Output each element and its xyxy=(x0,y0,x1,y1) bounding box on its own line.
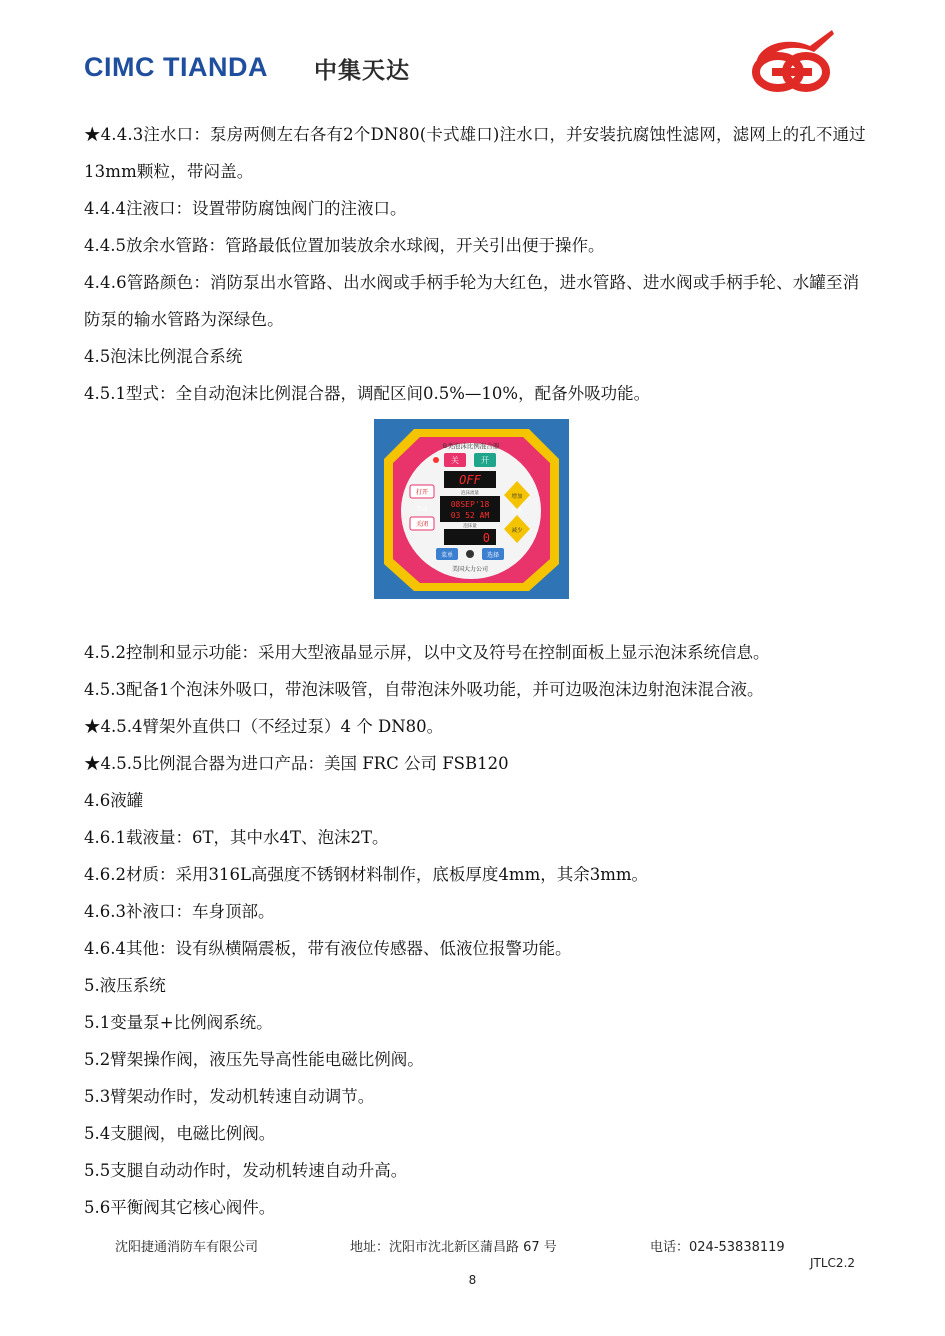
panel-time-display: 03 52 AM xyxy=(450,511,490,520)
document-body xyxy=(84,116,874,1226)
heading-5: 5.液压系统 xyxy=(84,976,166,995)
footer-company: 沈阳捷通消防车有限公司 xyxy=(115,1240,259,1255)
page-number: 8 xyxy=(468,1273,477,1287)
page-footer xyxy=(0,1226,945,1336)
panel-title: B类泡沫比例混合器 xyxy=(442,442,500,450)
paragraph-4-6-3: 4.6.3补液口：车身顶部。 xyxy=(84,902,275,921)
panel-off-button: 关闭 xyxy=(415,521,429,528)
paragraph-4-6-4: 4.6.4其他：设有纵横隔震板，带有液位传感器、低液位报警功能。 xyxy=(84,939,572,958)
paragraph-4-4-4: 4.4.4注液口：设置带防腐蚀阀门的注液口。 xyxy=(84,199,407,218)
heading-4-6: 4.6液罐 xyxy=(84,791,144,810)
panel-date-display: 08SEP'18 xyxy=(450,500,490,509)
paragraph-4-4-5: 4.4.5放余水管路：管路最低位置加装放余水球阀，开关引出便于操作。 xyxy=(84,236,605,255)
brand-name-english: CIMC TIANDA xyxy=(84,52,268,82)
control-panel-illustration xyxy=(374,419,569,599)
brand-name-chinese: 中集天达 xyxy=(314,58,410,84)
company-logo-icon xyxy=(748,26,838,96)
panel-ratio-button: 比例 xyxy=(511,509,523,515)
panel-value-display: 0 xyxy=(482,531,490,545)
paragraph-5-1: 5.1变量泵+比例阀系统。 xyxy=(84,1013,273,1032)
panel-maker-label: 美国大力公司 xyxy=(451,566,489,573)
paragraph-4-5-1: 4.5.1型式：全自动泡沫比例混合器，调配区间0.5%—10%，配备外吸功能。 xyxy=(84,384,651,403)
foam-proportioner-panel-photo xyxy=(374,419,569,599)
paragraph-5-3: 5.3臂架动作时，发动机转速自动调节。 xyxy=(84,1087,375,1106)
panel-manual-label: 手动 xyxy=(416,507,428,513)
paragraph-4-5-4: ★4.5.4臂架外直供口（不经过泵）4 个 DN80。 xyxy=(84,717,444,736)
panel-increase-button: 增加 xyxy=(511,494,523,500)
panel-status-label: 泡沫流量 xyxy=(461,491,479,496)
page-header xyxy=(0,0,945,110)
paragraph-5-2: 5.2臂架操作阀，液压先导高性能电磁比例阀。 xyxy=(84,1050,424,1069)
paragraph-4-5-3: 4.5.3配备1个泡沫外吸口，带泡沫吸管，自带泡沫外吸功能，并可边吸泡沫边射泡沫混合液。 xyxy=(84,680,764,699)
panel-close-button: 关 xyxy=(451,456,459,465)
panel-menu-button: 菜单 xyxy=(440,552,454,559)
paragraph-5-6: 5.6平衡阀其它核心阀件。 xyxy=(84,1198,276,1217)
panel-ratio-label: 泡沫量 xyxy=(463,524,477,529)
panel-open-button: 开 xyxy=(481,456,489,465)
paragraph-4-4-6: 4.4.6管路颜色：消防泵出水管路、出水阀或手柄手轮为大红色，进水管路、进水阀或手柄手轮、水罐至消防泵的输水管路为深绿色。 xyxy=(84,273,860,329)
paragraph-5-4: 5.4支腿阀，电磁比例阀。 xyxy=(84,1124,276,1143)
panel-main-display: OFF xyxy=(459,473,481,487)
footer-address: 地址：沈阳市沈北新区蒲昌路 67 号 xyxy=(350,1240,557,1255)
panel-decrease-button: 减少 xyxy=(511,528,523,534)
paragraph-4-4-3: ★4.4.3注水口：泵房两侧左右各有2个DN80(卡式雄口)注水口，并安装抗腐蚀性滤网，滤网上的孔不通过13mm颗粒，带闷盖。 xyxy=(84,125,866,181)
footer-phone: 电话：024-53838119 xyxy=(650,1240,785,1255)
paragraph-5-5: 5.5支腿自动动作时，发动机转速自动升高。 xyxy=(84,1161,408,1180)
footer-doc-code: JTLC2.2 xyxy=(810,1256,856,1270)
panel-on-button: 打开 xyxy=(415,489,429,496)
paragraph-4-5-5: ★4.5.5比例混合器为进口产品：美国 FRC 公司 FSB120 xyxy=(84,754,509,773)
paragraph-4-6-2: 4.6.2材质：采用316L高强度不锈钢材料制作，底板厚度4mm，其余3mm。 xyxy=(84,865,649,884)
panel-select-button: 选择 xyxy=(486,552,500,559)
heading-4-5: 4.5泡沫比例混合系统 xyxy=(84,347,243,366)
paragraph-4-5-2: 4.5.2控制和显示功能：采用大型液晶显示屏，以中文及符号在控制面板上显示泡沫系统信息。 xyxy=(84,643,770,662)
paragraph-4-6-1: 4.6.1载液量：6T，其中水4T、泡沫2T。 xyxy=(84,828,389,847)
